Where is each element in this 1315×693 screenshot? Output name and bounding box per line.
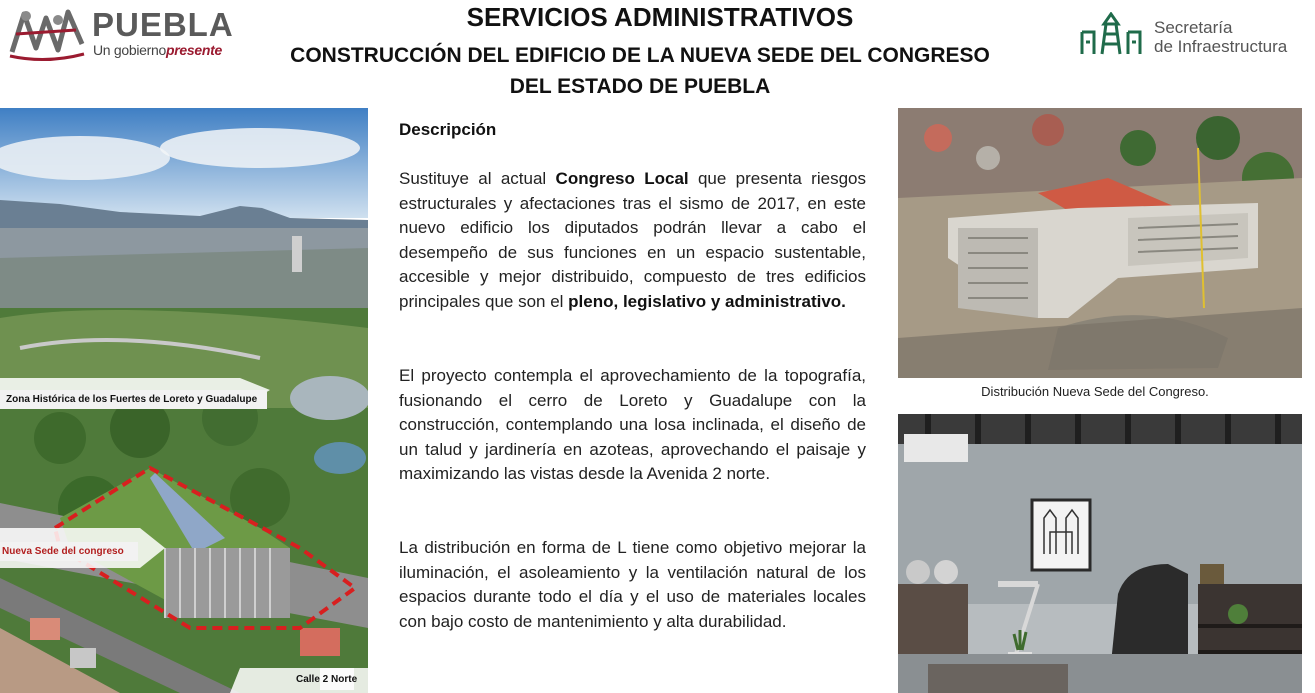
label-nueva-sede: Nueva Sede del congreso xyxy=(0,542,138,561)
puebla-slogan: Un gobiernopresente xyxy=(93,42,222,58)
infrastructure-tower-icon xyxy=(1080,12,1142,56)
page-subtitle: CONSTRUCCIÓN DEL EDIFICIO DE LA NUEVA SEDE DEL CONGRESO DEL ESTADO DE PUEBLA xyxy=(290,44,990,98)
description-paragraph-1: Sustituye al actual Congreso Local que presenta riesgos estructurales y afectaciones tras el sismo de 2017, en este nuevo edificio los diputados podrán llevar a cabo el desempeño de sus funciones en un espacio sustentable, accesible y mejor distribuido, compuesto de tres edificios principales que son el pleno, legislativo y administrativo. xyxy=(399,169,866,311)
puebla-logo xyxy=(6,4,246,64)
page-title: SERVICIOS ADMINISTRATIVOS xyxy=(466,2,854,32)
secretaria-logo xyxy=(1080,12,1310,60)
secretaria-text: Secretaría de Infraestructura xyxy=(1154,18,1288,56)
label-zona-historica: Zona Histórica de los Fuertes de Loreto y Guadalupe xyxy=(0,390,267,409)
label-calle-2-norte: Calle 2 Norte xyxy=(296,674,358,685)
office-interior-photo xyxy=(898,414,1302,693)
puebla-emblem-icon xyxy=(6,4,88,62)
puebla-wordmark: PUEBLA xyxy=(92,6,234,43)
description-paragraph-3: La distribución en forma de L tiene como objetivo mejorar la iluminación, el asoleamiento y la ventilación natural de los espacios durante todo el día y el uso de materiales locales con bajo costo de mantenimiento y alta durabilidad. xyxy=(399,538,866,631)
office-photo-illustration xyxy=(898,414,1302,693)
construction-site-photo xyxy=(898,108,1302,378)
construction-photo-illustration xyxy=(898,108,1302,378)
description-heading: Descripción xyxy=(399,120,497,139)
description-paragraph-2: El proyecto contempla el aprovechamiento de la topografía, fusionando el cerro de Loreto y Guadalupe con la construcción, contemplando una losa inclinada, el diseño de un talud y jardinería en azoteas, aprovechando el paisaje y maximizando las vistas desde la Avenida 2 norte. xyxy=(399,366,866,483)
photo-caption: Distribución Nueva Sede del Congreso. xyxy=(981,384,1209,399)
